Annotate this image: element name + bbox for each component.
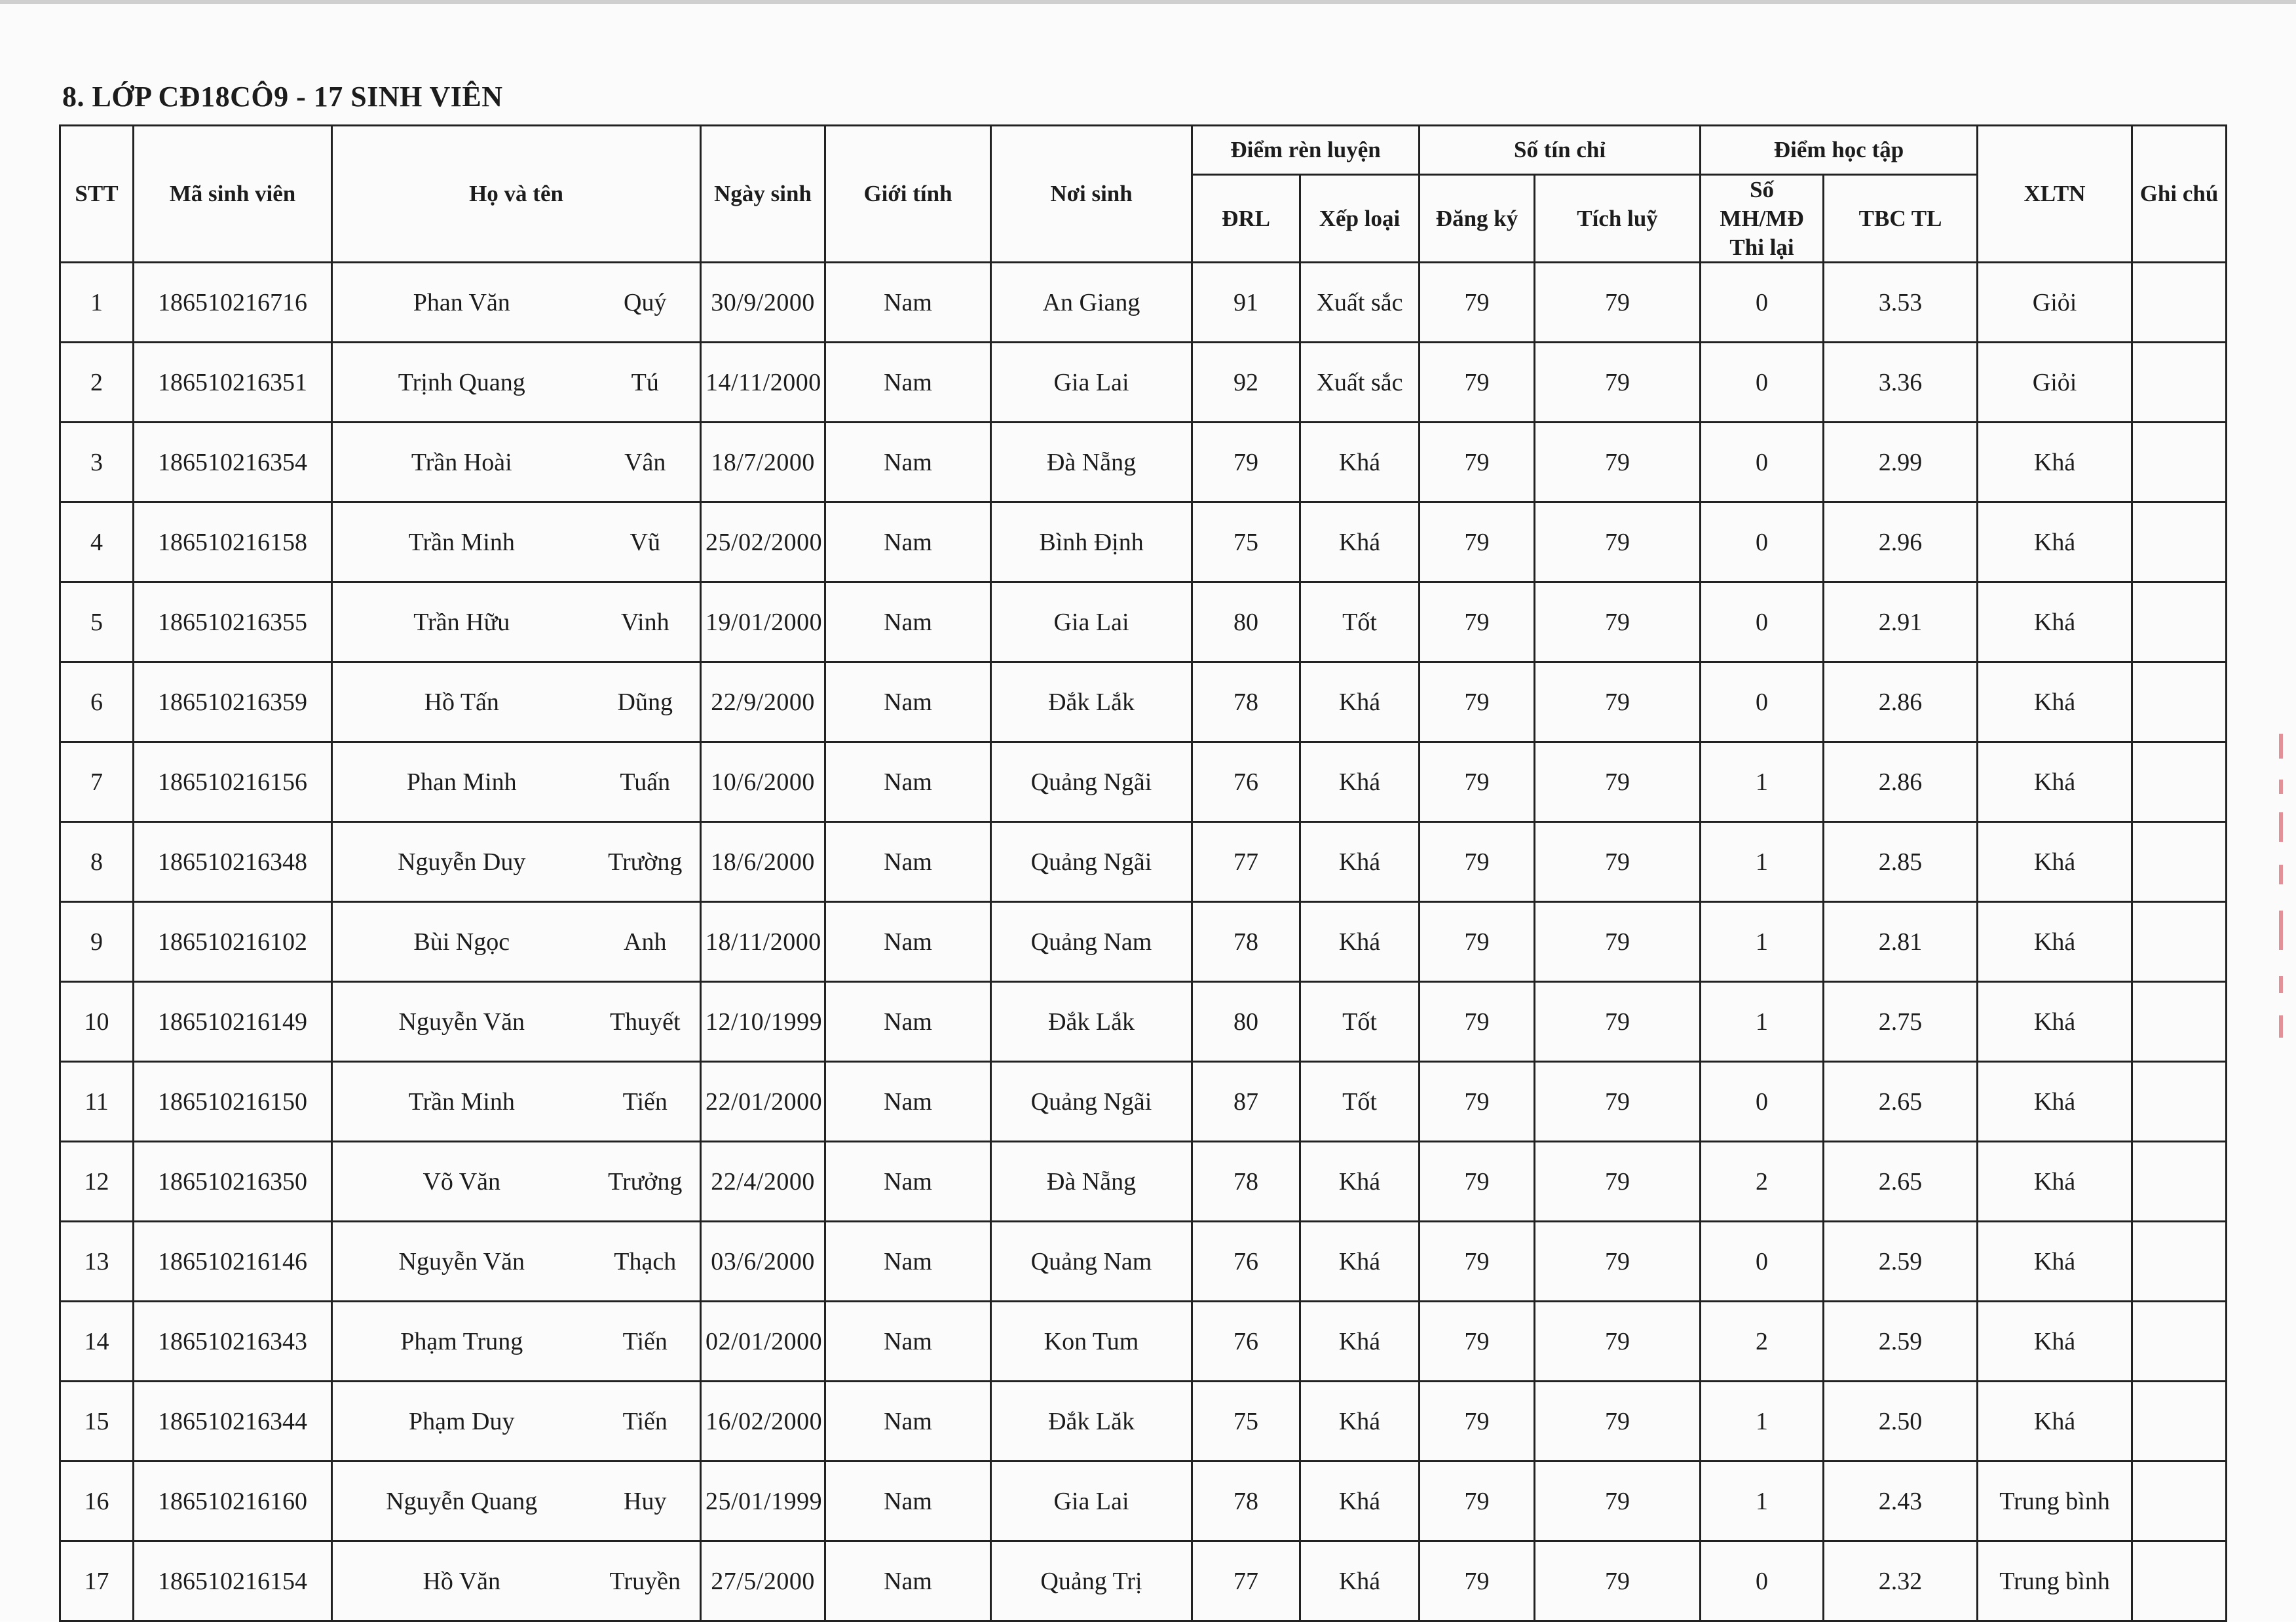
cell-birthplace: Quảng Trị	[991, 1541, 1192, 1621]
cell-retake-subjects: 1	[1701, 822, 1824, 902]
cell-notes	[2132, 1222, 2227, 1302]
cell-registered: 79	[1420, 263, 1535, 343]
cell-given-name: Tú	[591, 343, 701, 423]
cell-graduation-rank: Trung bình	[1978, 1462, 2132, 1541]
header-drl: ĐRL	[1192, 175, 1300, 263]
cell-classification: Khá	[1300, 1142, 1420, 1222]
cell-birth-date: 25/02/2000	[701, 502, 825, 582]
cell-surname: Trịnh Quang	[332, 343, 591, 423]
student-grades-table	[59, 124, 2227, 1622]
cell-birth-date: 16/02/2000	[701, 1382, 825, 1462]
cell-gender: Nam	[825, 1302, 991, 1382]
header-gender: Giới tính	[825, 126, 991, 263]
cell-gpa: 2.59	[1824, 1222, 1978, 1302]
cell-drl: 77	[1192, 822, 1300, 902]
cell-retake-subjects: 0	[1701, 582, 1824, 662]
cell-classification: Khá	[1300, 1302, 1420, 1382]
cell-birthplace: Quảng Ngãi	[991, 742, 1192, 822]
cell-classification: Khá	[1300, 502, 1420, 582]
table-row	[60, 662, 2227, 742]
cell-graduation-rank: Khá	[1978, 423, 2132, 502]
cell-student-id: 186510216344	[134, 1382, 332, 1462]
cell-notes	[2132, 423, 2227, 502]
cell-drl: 87	[1192, 1062, 1300, 1142]
cell-gender: Nam	[825, 662, 991, 742]
cell-given-name: Anh	[591, 902, 701, 982]
table-row	[60, 742, 2227, 822]
table-row	[60, 343, 2227, 423]
cell-classification: Khá	[1300, 1462, 1420, 1541]
cell-registered: 79	[1420, 502, 1535, 582]
cell-graduation-rank: Giỏi	[1978, 263, 2132, 343]
cell-birth-date: 02/01/2000	[701, 1302, 825, 1382]
cell-retake-subjects: 1	[1701, 1462, 1824, 1541]
cell-classification: Xuất sắc	[1300, 263, 1420, 343]
cell-gender: Nam	[825, 1222, 991, 1302]
cell-given-name: Tiến	[591, 1382, 701, 1462]
cell-gender: Nam	[825, 1382, 991, 1462]
cell-surname: Nguyễn Duy	[332, 822, 591, 902]
cell-stt: 7	[60, 742, 134, 822]
cell-classification: Xuất sắc	[1300, 343, 1420, 423]
cell-gpa: 2.32	[1824, 1541, 1978, 1621]
cell-classification: Khá	[1300, 662, 1420, 742]
cell-gender: Nam	[825, 1142, 991, 1222]
cell-gender: Nam	[825, 982, 991, 1062]
cell-drl: 75	[1192, 502, 1300, 582]
table-row	[60, 1541, 2227, 1621]
cell-stt: 10	[60, 982, 134, 1062]
cell-birthplace: Đắk Lắk	[991, 662, 1192, 742]
cell-graduation-rank: Khá	[1978, 582, 2132, 662]
cell-birthplace: Quảng Nam	[991, 1222, 1192, 1302]
cell-student-id: 186510216348	[134, 822, 332, 902]
cell-student-id: 186510216350	[134, 1142, 332, 1222]
cell-stt: 11	[60, 1062, 134, 1142]
cell-birthplace: Gia Lai	[991, 582, 1192, 662]
cell-surname: Phan Văn	[332, 263, 591, 343]
cell-surname: Nguyễn Văn	[332, 982, 591, 1062]
cell-drl: 78	[1192, 902, 1300, 982]
cell-graduation-rank: Khá	[1978, 1142, 2132, 1222]
table-row	[60, 902, 2227, 982]
cell-student-id: 186510216160	[134, 1462, 332, 1541]
cell-accumulated: 79	[1535, 1462, 1701, 1541]
cell-birth-date: 25/01/1999	[701, 1462, 825, 1541]
cell-gpa: 2.65	[1824, 1062, 1978, 1142]
cell-gpa: 2.59	[1824, 1302, 1978, 1382]
table-row	[60, 1382, 2227, 1462]
cell-retake-subjects: 0	[1701, 1222, 1824, 1302]
cell-graduation-rank: Khá	[1978, 662, 2132, 742]
cell-graduation-rank: Khá	[1978, 1062, 2132, 1142]
cell-gpa: 2.86	[1824, 742, 1978, 822]
cell-notes	[2132, 1302, 2227, 1382]
cell-student-id: 186510216156	[134, 742, 332, 822]
cell-student-id: 186510216102	[134, 902, 332, 982]
table-row	[60, 502, 2227, 582]
cell-birth-date: 22/01/2000	[701, 1062, 825, 1142]
cell-surname: Hồ Văn	[332, 1541, 591, 1621]
table-row	[60, 822, 2227, 902]
cell-registered: 79	[1420, 822, 1535, 902]
cell-student-id: 186510216146	[134, 1222, 332, 1302]
cell-retake-subjects: 2	[1701, 1142, 1824, 1222]
cell-birthplace: Đà Nẵng	[991, 423, 1192, 502]
cell-gpa: 2.75	[1824, 982, 1978, 1062]
cell-birthplace: Quảng Ngãi	[991, 822, 1192, 902]
cell-gpa: 2.96	[1824, 502, 1978, 582]
cell-gpa: 3.36	[1824, 343, 1978, 423]
table-row	[60, 1222, 2227, 1302]
cell-classification: Khá	[1300, 423, 1420, 502]
cell-surname: Phạm Trung	[332, 1302, 591, 1382]
cell-gender: Nam	[825, 263, 991, 343]
cell-drl: 78	[1192, 1462, 1300, 1541]
cell-given-name: Tiến	[591, 1062, 701, 1142]
cell-birthplace: Quảng Nam	[991, 902, 1192, 982]
cell-notes	[2132, 1142, 2227, 1222]
cell-stt: 4	[60, 502, 134, 582]
cell-stt: 5	[60, 582, 134, 662]
cell-drl: 75	[1192, 1382, 1300, 1462]
cell-drl: 76	[1192, 1222, 1300, 1302]
cell-student-id: 186510216154	[134, 1541, 332, 1621]
cell-surname: Phan Minh	[332, 742, 591, 822]
header-registered: Đăng ký	[1420, 175, 1535, 263]
cell-gender: Nam	[825, 1541, 991, 1621]
cell-gpa: 2.99	[1824, 423, 1978, 502]
cell-notes	[2132, 822, 2227, 902]
cell-registered: 79	[1420, 982, 1535, 1062]
cell-accumulated: 79	[1535, 263, 1701, 343]
cell-stt: 16	[60, 1462, 134, 1541]
cell-birth-date: 14/11/2000	[701, 343, 825, 423]
cell-surname: Võ Văn	[332, 1142, 591, 1222]
table-row	[60, 582, 2227, 662]
cell-classification: Tốt	[1300, 982, 1420, 1062]
cell-stt: 6	[60, 662, 134, 742]
cell-given-name: Trường	[591, 822, 701, 902]
cell-student-id: 186510216355	[134, 582, 332, 662]
cell-classification: Khá	[1300, 1382, 1420, 1462]
cell-graduation-rank: Khá	[1978, 1382, 2132, 1462]
cell-retake-subjects: 2	[1701, 1302, 1824, 1382]
cell-surname: Phạm Duy	[332, 1382, 591, 1462]
cell-drl: 79	[1192, 423, 1300, 502]
cell-gpa: 2.91	[1824, 582, 1978, 662]
cell-gender: Nam	[825, 1062, 991, 1142]
cell-accumulated: 79	[1535, 423, 1701, 502]
cell-birthplace: Kon Tum	[991, 1302, 1192, 1382]
cell-student-id: 186510216354	[134, 423, 332, 502]
cell-birthplace: Gia Lai	[991, 343, 1192, 423]
cell-given-name: Tiến	[591, 1302, 701, 1382]
cell-birth-date: 18/6/2000	[701, 822, 825, 902]
cell-drl: 80	[1192, 982, 1300, 1062]
cell-surname: Trần Minh	[332, 1062, 591, 1142]
cell-gender: Nam	[825, 502, 991, 582]
cell-drl: 76	[1192, 1302, 1300, 1382]
header-student-id: Mã sinh viên	[134, 126, 332, 263]
cell-retake-subjects: 0	[1701, 423, 1824, 502]
cell-graduation-rank: Khá	[1978, 1222, 2132, 1302]
cell-retake-subjects: 0	[1701, 343, 1824, 423]
cell-registered: 79	[1420, 423, 1535, 502]
cell-classification: Khá	[1300, 902, 1420, 982]
cell-notes	[2132, 1382, 2227, 1462]
cell-given-name: Huy	[591, 1462, 701, 1541]
cell-gender: Nam	[825, 822, 991, 902]
table-row	[60, 1302, 2227, 1382]
cell-stt: 15	[60, 1382, 134, 1462]
cell-given-name: Vũ	[591, 502, 701, 582]
cell-registered: 79	[1420, 1222, 1535, 1302]
cell-classification: Khá	[1300, 822, 1420, 902]
cell-drl: 77	[1192, 1541, 1300, 1621]
header-retake-subjects: Số MH/MĐ Thi lại	[1701, 175, 1824, 263]
cell-gpa: 2.86	[1824, 662, 1978, 742]
cell-retake-subjects: 1	[1701, 1382, 1824, 1462]
cell-notes	[2132, 582, 2227, 662]
header-row-1	[60, 126, 2227, 175]
cell-gender: Nam	[825, 582, 991, 662]
header-birthplace: Nơi sinh	[991, 126, 1192, 263]
header-stt: STT	[60, 126, 134, 263]
cell-surname: Trần Hữu	[332, 582, 591, 662]
cell-surname: Nguyễn Văn	[332, 1222, 591, 1302]
page-title: 8. LỚP CĐ18CÔ9 - 17 SINH VIÊN	[62, 81, 503, 113]
scan-edge	[0, 0, 2296, 4]
header-conduct-score-group: Điểm rèn luyện	[1192, 126, 1420, 175]
cell-notes	[2132, 1462, 2227, 1541]
cell-accumulated: 79	[1535, 742, 1701, 822]
cell-stt: 14	[60, 1302, 134, 1382]
cell-notes	[2132, 1541, 2227, 1621]
cell-given-name: Truyền	[591, 1541, 701, 1621]
cell-accumulated: 79	[1535, 1142, 1701, 1222]
cell-surname: Nguyễn Quang	[332, 1462, 591, 1541]
table-row	[60, 263, 2227, 343]
cell-stt: 13	[60, 1222, 134, 1302]
cell-gpa: 2.50	[1824, 1382, 1978, 1462]
cell-retake-subjects: 0	[1701, 502, 1824, 582]
cell-drl: 80	[1192, 582, 1300, 662]
cell-accumulated: 79	[1535, 1541, 1701, 1621]
cell-surname: Hồ Tấn	[332, 662, 591, 742]
cell-retake-subjects: 0	[1701, 1541, 1824, 1621]
cell-gender: Nam	[825, 343, 991, 423]
cell-stt: 3	[60, 423, 134, 502]
cell-birthplace: Gia Lai	[991, 1462, 1192, 1541]
cell-classification: Khá	[1300, 1222, 1420, 1302]
cell-student-id: 186510216150	[134, 1062, 332, 1142]
cell-retake-subjects: 1	[1701, 982, 1824, 1062]
cell-gpa: 3.53	[1824, 263, 1978, 343]
cell-graduation-rank: Khá	[1978, 742, 2132, 822]
header-birth-date: Ngày sinh	[701, 126, 825, 263]
cell-accumulated: 79	[1535, 1382, 1701, 1462]
cell-accumulated: 79	[1535, 982, 1701, 1062]
cell-birth-date: 19/01/2000	[701, 582, 825, 662]
cell-stt: 8	[60, 822, 134, 902]
cell-gender: Nam	[825, 742, 991, 822]
header-notes: Ghi chú	[2132, 126, 2227, 263]
cell-notes	[2132, 263, 2227, 343]
cell-given-name: Vinh	[591, 582, 701, 662]
cell-registered: 79	[1420, 582, 1535, 662]
cell-notes	[2132, 1062, 2227, 1142]
header-academic-score-group: Điểm học tập	[1701, 126, 1978, 175]
cell-stt: 9	[60, 902, 134, 982]
cell-surname: Bùi Ngọc	[332, 902, 591, 982]
header-graduation-rank: XLTN	[1978, 126, 2132, 263]
cell-accumulated: 79	[1535, 902, 1701, 982]
cell-birth-date: 18/11/2000	[701, 902, 825, 982]
cell-stt: 1	[60, 263, 134, 343]
cell-birth-date: 12/10/1999	[701, 982, 825, 1062]
cell-classification: Tốt	[1300, 1062, 1420, 1142]
cell-gender: Nam	[825, 1462, 991, 1541]
cell-classification: Khá	[1300, 742, 1420, 822]
cell-student-id: 186510216359	[134, 662, 332, 742]
cell-surname: Trần Hoài	[332, 423, 591, 502]
cell-surname: Trần Minh	[332, 502, 591, 582]
red-ink-marks	[2275, 734, 2291, 1042]
cell-birth-date: 27/5/2000	[701, 1541, 825, 1621]
cell-birthplace: Bình Định	[991, 502, 1192, 582]
table-row	[60, 1062, 2227, 1142]
cell-graduation-rank: Khá	[1978, 1302, 2132, 1382]
cell-given-name: Trưởng	[591, 1142, 701, 1222]
cell-registered: 79	[1420, 1541, 1535, 1621]
cell-drl: 92	[1192, 343, 1300, 423]
cell-birth-date: 22/4/2000	[701, 1142, 825, 1222]
cell-gpa: 2.81	[1824, 902, 1978, 982]
cell-accumulated: 79	[1535, 1222, 1701, 1302]
cell-birth-date: 10/6/2000	[701, 742, 825, 822]
cell-graduation-rank: Giỏi	[1978, 343, 2132, 423]
cell-retake-subjects: 0	[1701, 263, 1824, 343]
cell-registered: 79	[1420, 1382, 1535, 1462]
cell-classification: Tốt	[1300, 582, 1420, 662]
cell-birthplace: Quảng Ngãi	[991, 1062, 1192, 1142]
cell-graduation-rank: Khá	[1978, 502, 2132, 582]
cell-student-id: 186510216149	[134, 982, 332, 1062]
cell-birth-date: 18/7/2000	[701, 423, 825, 502]
cell-registered: 79	[1420, 742, 1535, 822]
cell-drl: 78	[1192, 662, 1300, 742]
header-credits-group: Số tín chỉ	[1420, 126, 1701, 175]
header-classification: Xếp loại	[1300, 175, 1420, 263]
cell-given-name: Dũng	[591, 662, 701, 742]
cell-accumulated: 79	[1535, 822, 1701, 902]
table-row	[60, 1462, 2227, 1541]
cell-registered: 79	[1420, 1142, 1535, 1222]
cell-classification: Khá	[1300, 1541, 1420, 1621]
cell-graduation-rank: Khá	[1978, 982, 2132, 1062]
cell-drl: 78	[1192, 1142, 1300, 1222]
cell-graduation-rank: Trung bình	[1978, 1541, 2132, 1621]
header-full-name: Họ và tên	[332, 126, 701, 263]
header-gpa: TBC TL	[1824, 175, 1978, 263]
cell-retake-subjects: 1	[1701, 742, 1824, 822]
cell-birth-date: 30/9/2000	[701, 263, 825, 343]
cell-gpa: 2.85	[1824, 822, 1978, 902]
cell-notes	[2132, 742, 2227, 822]
cell-retake-subjects: 0	[1701, 1062, 1824, 1142]
table-row	[60, 423, 2227, 502]
cell-given-name: Thuyết	[591, 982, 701, 1062]
cell-stt: 17	[60, 1541, 134, 1621]
cell-birthplace: Đắk Lắk	[991, 982, 1192, 1062]
cell-stt: 12	[60, 1142, 134, 1222]
cell-student-id: 186510216343	[134, 1302, 332, 1382]
cell-gender: Nam	[825, 902, 991, 982]
cell-student-id: 186510216351	[134, 343, 332, 423]
cell-accumulated: 79	[1535, 582, 1701, 662]
cell-student-id: 186510216716	[134, 263, 332, 343]
cell-drl: 91	[1192, 263, 1300, 343]
cell-registered: 79	[1420, 902, 1535, 982]
header-accumulated: Tích luỹ	[1535, 175, 1701, 263]
cell-registered: 79	[1420, 1462, 1535, 1541]
cell-given-name: Quý	[591, 263, 701, 343]
cell-accumulated: 79	[1535, 1302, 1701, 1382]
cell-gender: Nam	[825, 423, 991, 502]
cell-accumulated: 79	[1535, 662, 1701, 742]
cell-given-name: Vân	[591, 423, 701, 502]
cell-registered: 79	[1420, 343, 1535, 423]
cell-retake-subjects: 1	[1701, 902, 1824, 982]
cell-registered: 79	[1420, 1062, 1535, 1142]
cell-accumulated: 79	[1535, 502, 1701, 582]
table-row	[60, 982, 2227, 1062]
cell-given-name: Thạch	[591, 1222, 701, 1302]
cell-birthplace: Đắk Lăk	[991, 1382, 1192, 1462]
cell-student-id: 186510216158	[134, 502, 332, 582]
cell-notes	[2132, 982, 2227, 1062]
cell-given-name: Tuấn	[591, 742, 701, 822]
cell-registered: 79	[1420, 662, 1535, 742]
cell-birthplace: An Giang	[991, 263, 1192, 343]
cell-graduation-rank: Khá	[1978, 822, 2132, 902]
cell-gpa: 2.43	[1824, 1462, 1978, 1541]
cell-birth-date: 22/9/2000	[701, 662, 825, 742]
table-row	[60, 1142, 2227, 1222]
cell-graduation-rank: Khá	[1978, 902, 2132, 982]
cell-notes	[2132, 662, 2227, 742]
cell-notes	[2132, 343, 2227, 423]
cell-birth-date: 03/6/2000	[701, 1222, 825, 1302]
cell-notes	[2132, 902, 2227, 982]
cell-gpa: 2.65	[1824, 1142, 1978, 1222]
cell-stt: 2	[60, 343, 134, 423]
cell-registered: 79	[1420, 1302, 1535, 1382]
cell-accumulated: 79	[1535, 1062, 1701, 1142]
cell-retake-subjects: 0	[1701, 662, 1824, 742]
cell-accumulated: 79	[1535, 343, 1701, 423]
cell-birthplace: Đà Nẵng	[991, 1142, 1192, 1222]
cell-notes	[2132, 502, 2227, 582]
cell-drl: 76	[1192, 742, 1300, 822]
